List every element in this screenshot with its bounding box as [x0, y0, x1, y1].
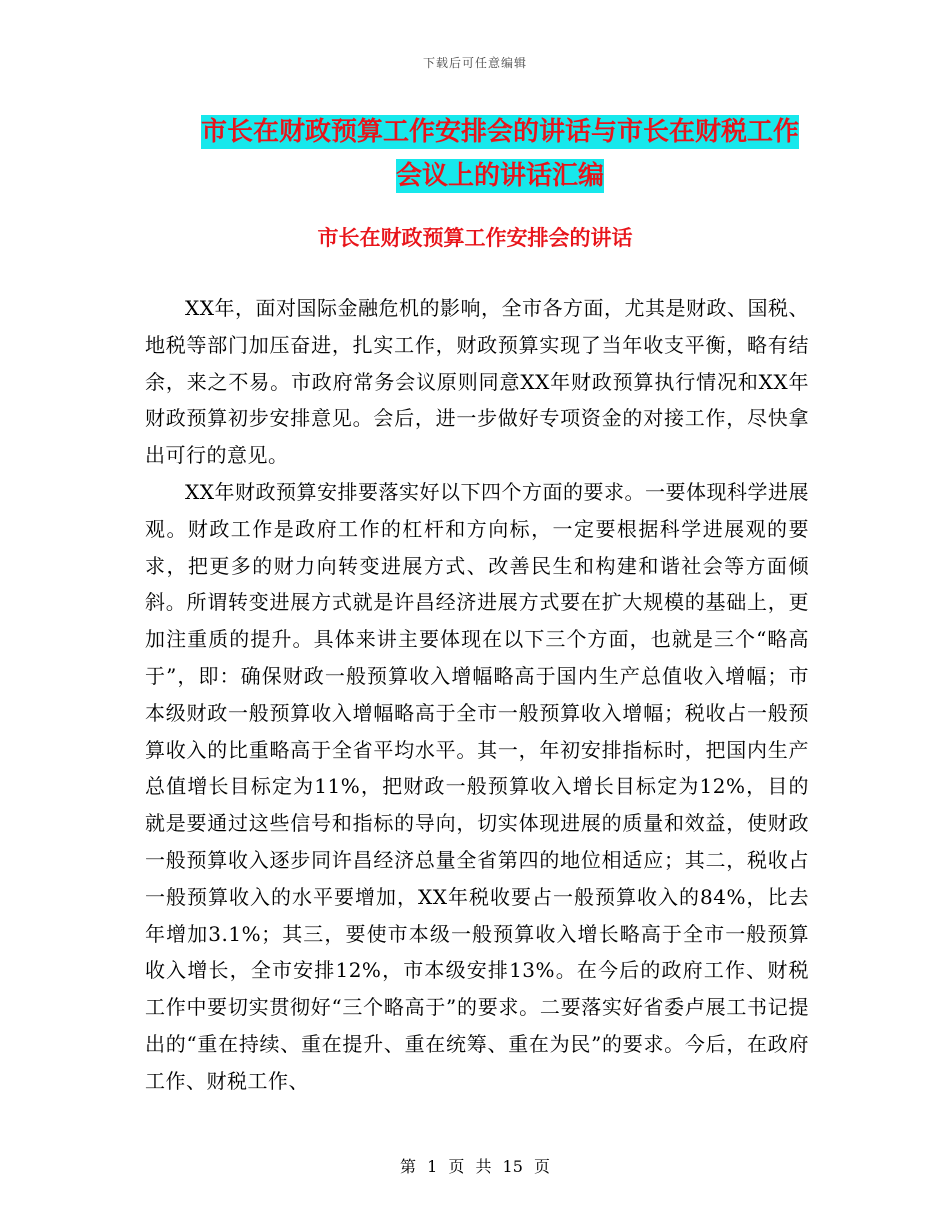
document-body — [145, 290, 809, 1100]
header-note: 下载后可任意编辑 — [422, 56, 527, 70]
document-title-line-2: 会议上的讲话汇编 — [395, 161, 604, 191]
section-title: 市长在财政预算工作安排会的讲话 — [317, 225, 633, 250]
paragraph: XX年，面对国际金融危机的影响，全市各方面，尤其是财政、国税、地税等部门加压奋进，扎实工作，财政预算实现了当年收支平衡，略有结余，来之不易。市政府常务会议原则同意XX年财政预算执行情况和XX年财政预算初步安排意见。会后，进一步做好专项资金的对接工作，尽快拿出可行的意见。 — [145, 296, 809, 468]
page-number: 第 1 页 共 15 页 — [400, 1157, 550, 1176]
document-title-line-1: 市长在财政预算工作安排会的讲话与市长在财税工作 — [200, 117, 799, 147]
document-title — [195, 110, 805, 198]
paragraph: XX年财政预算安排要落实好以下四个方面的要求。一要体现科学进展观。财政工作是政府工作的杠杆和方向标，一定要根据科学进展观的要求，把更多的财力向转变进展方式、改善民生和构建和谐社会等方面倾斜。所谓转变进展方式就是许昌经济进展方式要在扩大规模的基础上，更加注重质的提升。具体来讲主要体现在以下三个方面，也就是三个“略高于”，即：确保财政一般预算收入增幅略高于国内生产总值收入增幅；市本级财政一般预算收入增幅略高于全市一般预算收入增幅；税收占一般预算收入的比重略高于全省平均水平。其一，年初安排指标时，把国内生产总值增长目标定为11%，把财政一般预算收入增长目标定为12%，目的就是要通过这些信号和指标的导向，切实体现进展的质量和效益，使财政一般预算收入逐步同许昌经济总量全省第四的地位相适应；其二，税收占一般预算收入的水平要增加，XX年税收要占一般预算收入的84%，比去年增加3.1%；其三，要使市本级一般预算收入增长略高于全市一般预算收入增长，全市安排12%，市本级安排13%。在今后的政府工作、财税工作中要切实贯彻好“三个略高于”的要求。二要落实好省委卢展工书记提出的“重在持续、重在提升、重在统筹、重在为民”的要求。今后，在政府工作、财税工作、 — [145, 479, 809, 1093]
